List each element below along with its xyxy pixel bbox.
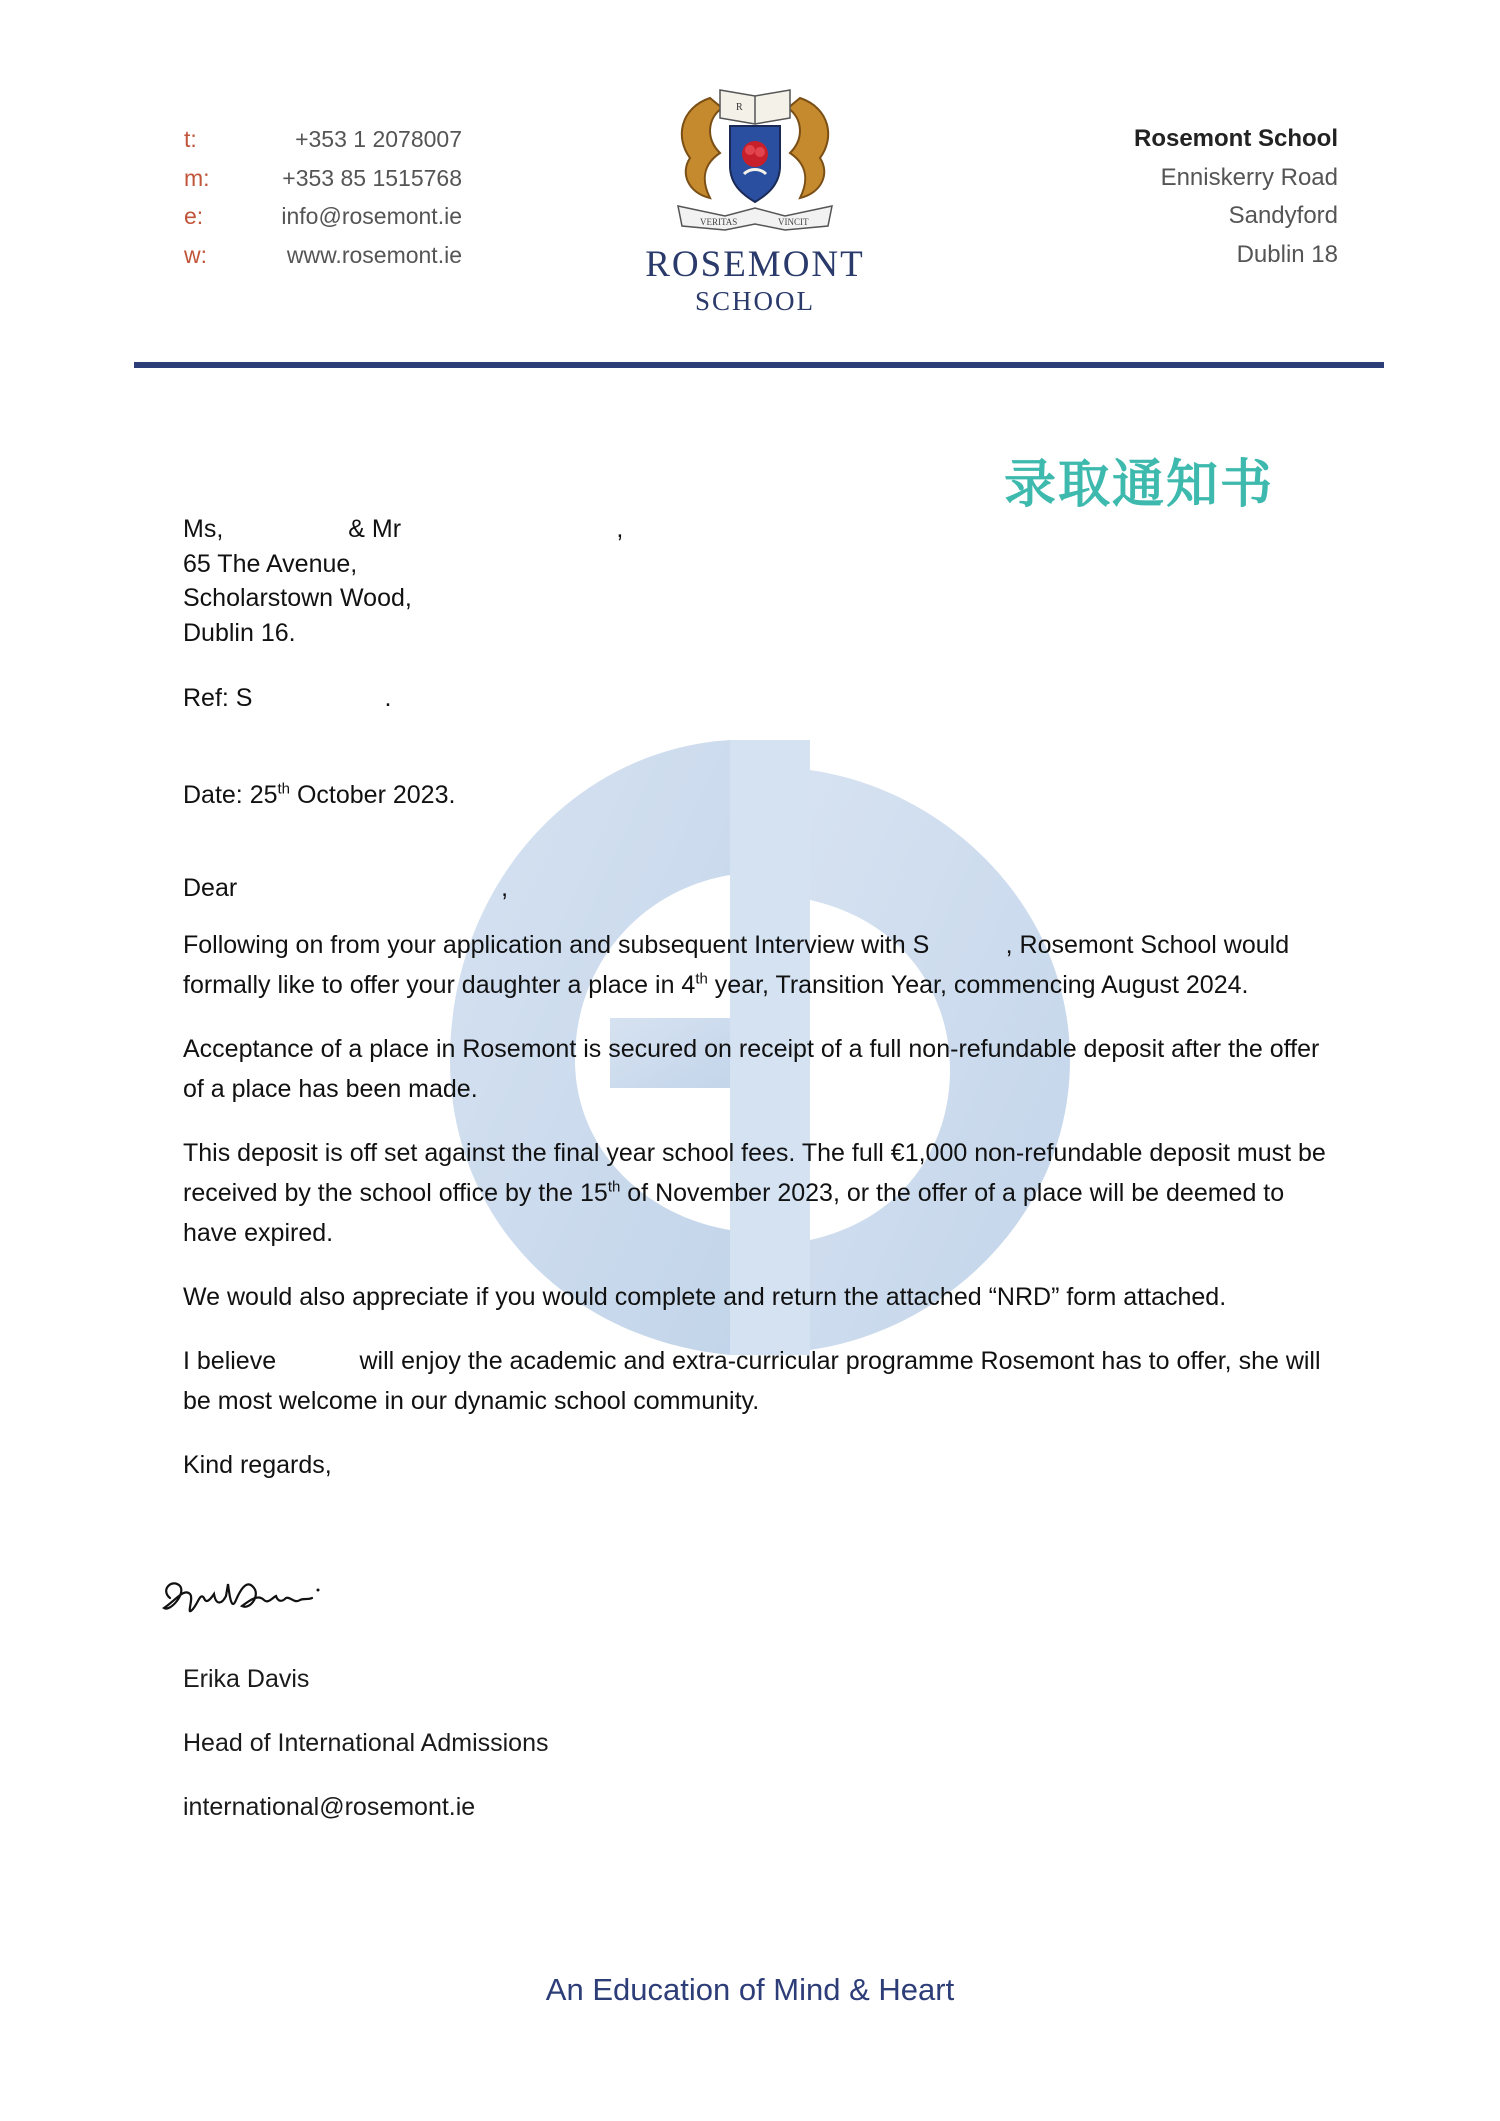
contact-web-value[interactable]: www.rosemont.ie <box>286 241 462 268</box>
recipient-street: 65 The Avenue, <box>183 549 358 578</box>
handwritten-signature <box>150 1560 350 1630</box>
closing: Kind regards, <box>183 1451 332 1479</box>
reference-line: Ref: S . <box>183 684 392 712</box>
contact-mobile-key: m: <box>184 164 210 191</box>
letter-body <box>183 512 1343 1509</box>
contact-email-value[interactable]: info@rosemont.ie <box>281 203 462 229</box>
contact-web-key: w: <box>184 241 207 268</box>
school-address <box>1134 120 1338 274</box>
header-divider <box>134 362 1384 368</box>
logo-wordmark-rosemont: ROSEMONT <box>645 244 865 285</box>
contact-phone-value: +353 1 2078007 <box>295 126 462 152</box>
paragraph-offer: Following on from your application and subsequent Interview with S , Rosemont School would formally like to offer your daughter a place in 4th year, Transition Year, commencing August 2024. <box>183 931 1297 999</box>
recipient-address <box>183 512 1343 650</box>
signoff-block <box>183 1647 549 1839</box>
recipient-name-line: Ms, & Mr , <box>183 515 624 543</box>
paragraph-deposit: This deposit is off set against the final year school fees. The full €1,000 non-refundable deposit must be received by the school office by the 15th of November 2023, or the offer of a place will be deemed to have expired. <box>183 1139 1326 1247</box>
svg-text:R: R <box>736 102 743 113</box>
signatory-name: Erika Davis <box>183 1665 310 1693</box>
contact-phone <box>184 120 462 159</box>
contact-email <box>184 197 462 236</box>
recipient-city: Dublin 16. <box>183 618 296 647</box>
school-logo <box>645 78 865 316</box>
school-name: Rosemont School <box>1133 125 1338 152</box>
paragraph-acceptance: Acceptance of a place in Rosemont is secured on receipt of a full non-refundable deposit after the offer of a place has been made. <box>183 1035 1320 1103</box>
contact-mobile <box>184 159 462 198</box>
svg-text:VERITAS: VERITAS <box>700 217 738 227</box>
contact-web <box>184 236 462 275</box>
school-address-line1: Enniskerry Road <box>1160 163 1338 191</box>
school-address-line2: Sandyford <box>1228 202 1338 229</box>
letter-paragraphs <box>183 925 1343 1485</box>
school-address-line3: Dublin 18 <box>1236 240 1338 268</box>
admission-notice-title: 录取通知书 <box>1004 455 1275 515</box>
logo-wordmark-school: SCHOOL <box>694 286 815 316</box>
date-line: Date: 25th October 2023. <box>183 780 456 809</box>
contact-phone-key: t: <box>184 126 197 152</box>
paragraph-welcome: I believe will enjoy the academic and extra-curricular programme Rosemont has to offer, she will be most welcome in our dynamic school community. <box>183 1347 1328 1415</box>
contact-email-key: e: <box>184 203 204 229</box>
crest-icon <box>650 78 860 238</box>
signatory-email[interactable]: international@rosemont.ie <box>183 1793 476 1821</box>
paragraph-nrd-form: We would also appreciate if you would complete and return the attached “NRD” form attached. <box>183 1283 1227 1311</box>
svg-text:VINCIT: VINCIT <box>778 217 809 227</box>
salutation: Dear , <box>183 874 509 902</box>
footer-motto: An Education of Mind & Heart <box>545 1972 955 2007</box>
contact-mobile-value: +353 85 1515768 <box>282 164 462 191</box>
contact-block <box>184 120 462 274</box>
signatory-title: Head of International Admissions <box>183 1729 549 1757</box>
recipient-area: Scholarstown Wood, <box>183 584 412 612</box>
